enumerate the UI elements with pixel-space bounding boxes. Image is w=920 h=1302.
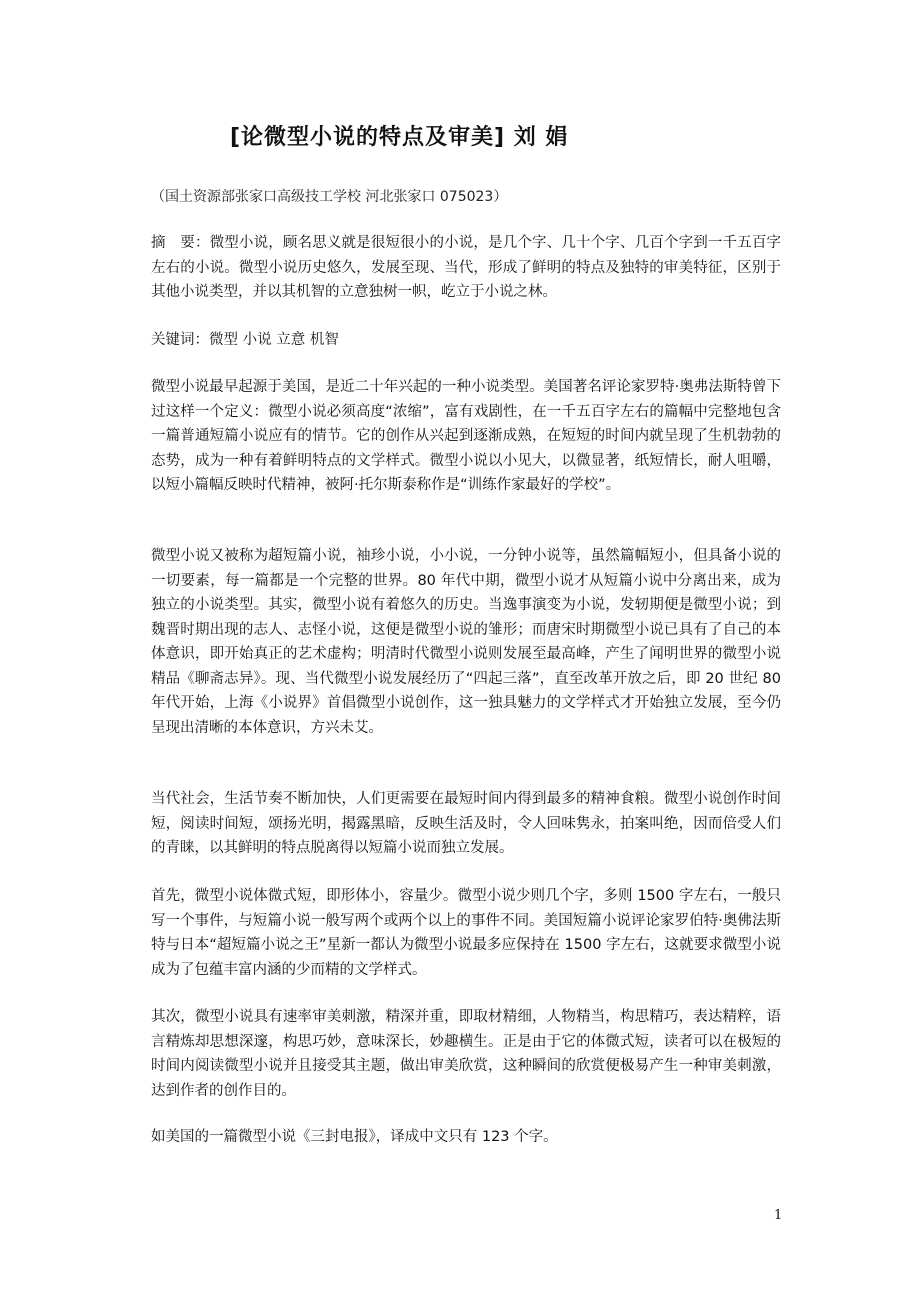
body-paragraph-6: 如美国的一篇微型小说《三封电报》，译成中文只有 123 个字。 (151, 1129, 558, 1145)
body-paragraph-5: 其次，微型小说具有速率审美刺激，精深并重，即取材精细，人物精当，构思精巧，表达精粹，语言精炼却思想深邃，构思巧妙，意味深长，妙趣横生。正是由于它的体微式短，读者可以在极短的时间内阅读微型小说并且接受其主题，做出审美欣赏，这种瞬间的欣赏便极易产生一种审美刺激，达到作者的创作目的。 (151, 1009, 781, 1099)
body-paragraph-3: 当代社会，生活节奏不断加快，人们更需要在最短时间内得到最多的精神食粮。微型小说创作时间短，阅读时间短，颂扬光明，揭露黑暗，反映生活及时，令人回味隽永，拍案叫绝，因而倍受人们的青睐，以其鲜明的特点脱离得以短篇小说而独立发展。 (151, 791, 781, 856)
keywords-line: 关键词：微型 小说 立意 机智 (151, 332, 339, 348)
page-number: 1 (774, 1208, 783, 1223)
body-paragraph-1: 微型小说最早起源于美国，是近二十年兴起的一种小说类型。美国著名评论家罗特·奥弗法斯特曾下过这样一个定义：微型小说必须高度“浓缩”，富有戏剧性，在一千五百字左右的篇幅中完整地包含一篇普通短篇小说应有的情节。它的创作从兴起到逐渐成熟，在短短的时间内就呈现了生机勃勃的态势，成为一种有着鲜明特点的文学样式。微型小说以小见大，以微显著，纸短情长，耐人咀嚼，以短小篇幅反映时代精神，被阿·托尔斯泰称作是“训练作家最好的学校”。 (151, 379, 781, 493)
document-title: [论微型小说的特点及审美] 刘 娟 (230, 125, 569, 150)
body-paragraph-4: 首先，微型小说体微式短，即形体小，容量少。微型小说少则几个字，多则 1500 字左右，一般只写一个事件，与短篇小说一般写两个或两个以上的事件不同。美国短篇小说评论家罗伯特·奥佛法斯特与日本“超短篇小说之王”星新一都认为微型小说最多应保持在 1500 字左右，这就要求微型小说成为了包蕴丰富内涵的少而精的文学样式。 (151, 888, 781, 978)
body-paragraph-2: 微型小说又被称为超短篇小说，袖珍小说，小小说，一分钟小说等，虽然篇幅短小，但具备小说的一切要素，每一篇都是一个完整的世界。80 年代中期，微型小说才从短篇小说中分离出来，成为独立的小说类型。其实，微型小说有着悠久的历史。当逸事演变为小说，发轫期便是微型小说；到魏晋时期出现的志人、志怪小说，这便是微型小说的雏形；而唐宋时期微型小说已具有了自己的本体意识，即开始真正的艺术虚构；明清时代微型小说则发展至最高峰，产生了闻明世界的微型小说精品《聊斋志异》。现、当代微型小说发展经历了“四起三落”，直至改革开放之后，即 20 世纪 80 年代开始，上海《小说界》首倡微型小说创作，这一独具魅力的文学样式才开始独立发展，至今仍呈现出清晰的本体意识，方兴未艾。 (151, 548, 781, 736)
author-affiliation: （国土资源部张家口高级技工学校 河北张家口 075023） (151, 189, 508, 205)
abstract-paragraph: 摘 要：微型小说，顾名思义就是很短很小的小说，是几个字、几十个字、几百个字到一千五百字左右的小说。微型小说历史悠久，发展至现、当代，形成了鲜明的特点及独特的审美特征，区别于其他小说类型，并以其机智的立意独树一帜，屹立于小说之林。 (151, 235, 781, 300)
